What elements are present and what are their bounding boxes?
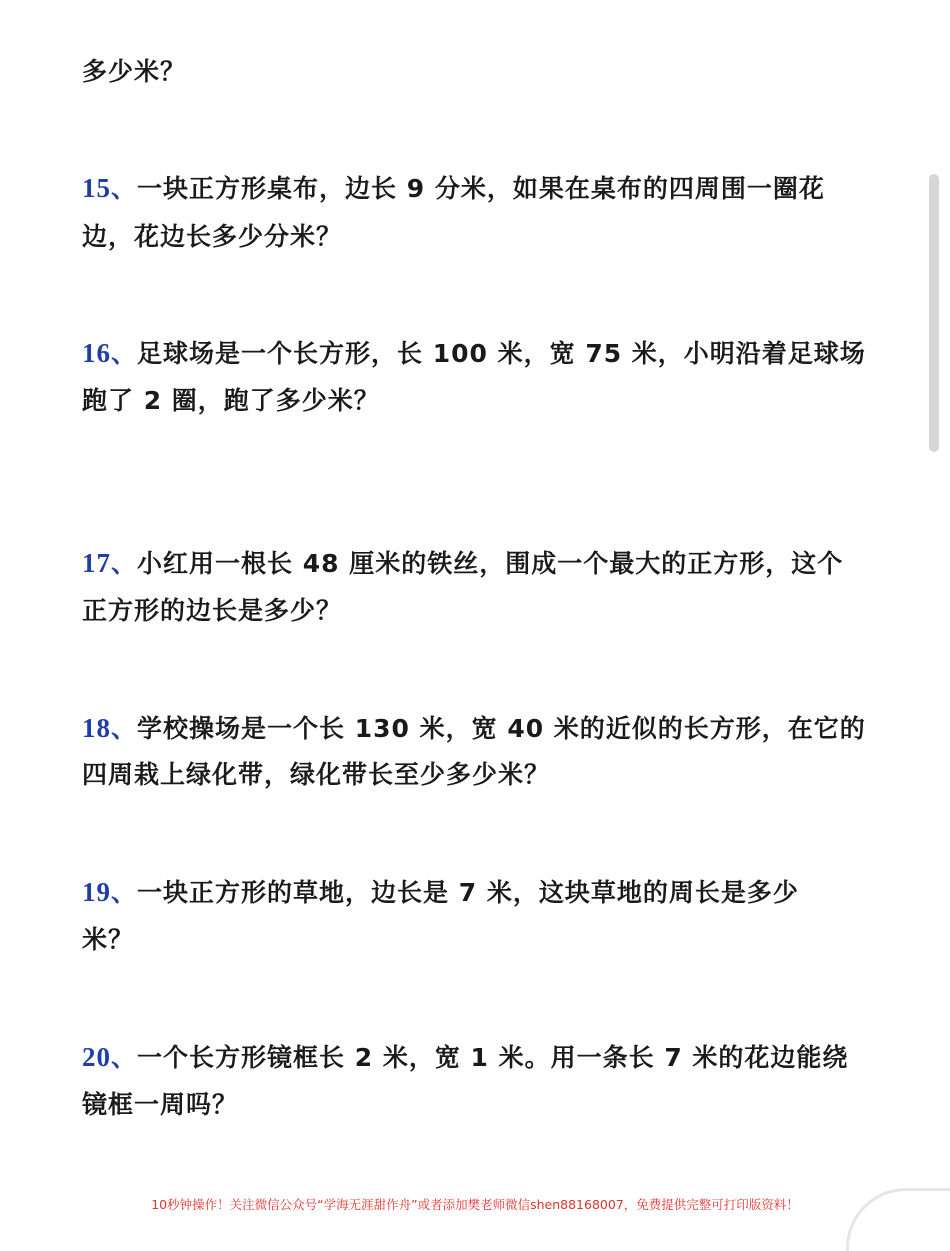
footer-notice: 10秒钟操作！关注微信公众号“学海无涯甜作舟”或者添加樊老师微信shen88168007，免费提供完整可打印版资料！ [151,1197,799,1212]
question-20-line-2: 镜框一周吗？ [82,1090,239,1119]
question-separator: 、 [111,878,138,907]
question-number: 19 [82,877,111,907]
question-number: 17 [82,548,111,578]
question-separator: 、 [111,339,138,368]
question-20-line-1 [82,1041,848,1074]
question-text: 小红用一根长 48 厘米的铁丝，围成一个最大的正方形，这个 [137,549,844,578]
question-separator: 、 [111,549,138,578]
question-15-line-1 [82,172,825,205]
question-19-line-2: 米？ [82,925,135,954]
question-text: 一块正方形桌布，边长 9 分米，如果在桌布的四周围一圈花 [137,174,825,203]
question-separator: 、 [111,174,138,203]
question-text: 足球场是一个长方形，长 100 米，宽 75 米，小明沿着足球场 [137,339,866,368]
question-text: 一个长方形镜框长 2 米，宽 1 米。用一条长 7 米的花边能绕 [137,1043,849,1072]
vertical-scrollbar[interactable] [929,174,939,452]
question-text: 学校操场是一个长 130 米，宽 40 米的近似的长方形，在它的 [137,714,866,743]
question-16-line-2: 跑了 2 圈，跑了多少米？ [82,386,380,415]
question-separator: 、 [111,714,138,743]
question-17-line-1 [82,547,843,580]
question-number: 16 [82,338,111,368]
question-number: 18 [82,713,111,743]
question-16-line-1 [82,337,866,370]
question-number: 15 [82,173,111,203]
question-17-line-2: 正方形的边长是多少？ [82,596,343,625]
question-separator: 、 [111,1043,138,1072]
question-15-line-2: 边，花边长多少分米？ [82,222,343,251]
question-number: 20 [82,1042,111,1072]
question-18-line-1 [82,712,866,745]
continuation-text: 多少米？ [82,57,187,86]
question-text: 一块正方形的草地，边长是 7 米，这块草地的周长是多少 [137,878,799,907]
question-19-line-1 [82,876,799,909]
question-18-line-2: 四周栽上绿化带，绿化带长至少多少米？ [82,760,551,789]
